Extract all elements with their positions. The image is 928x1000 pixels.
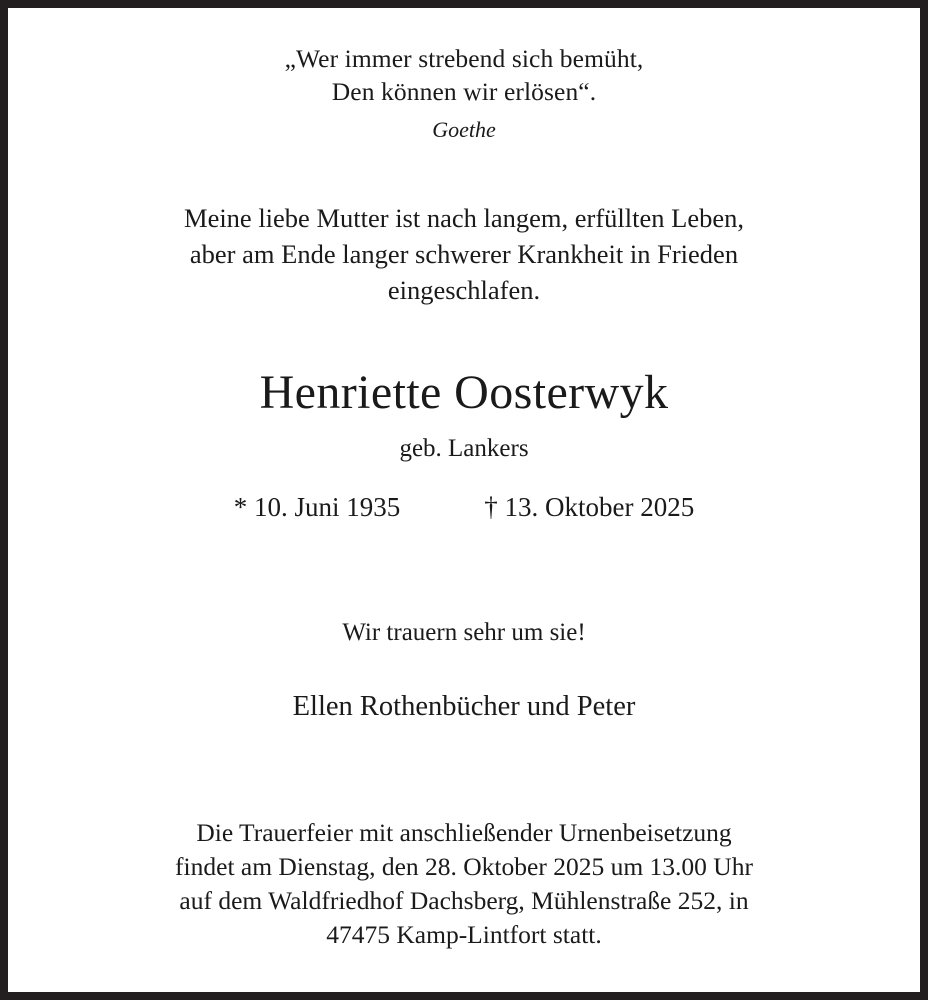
obituary-card: [8, 8, 920, 992]
quote-line-1: „Wer immer strebend sich bemüht,: [284, 44, 644, 73]
mourning-block: [8, 616, 920, 726]
birth-date: * 10. Juni 1935: [233, 492, 401, 522]
quote-line-2: Den können wir erlösen“.: [331, 77, 597, 106]
deceased-maiden-name: geb. Lankers: [399, 435, 529, 462]
intro-line-2: aber am Ende langer schwerer Krankheit in Frieden: [189, 239, 739, 269]
life-dates-row: [8, 490, 920, 524]
intro-line-3: eingeschlafen.: [387, 275, 541, 305]
intro-line-1: Meine liebe Mutter ist nach langem, erfüllten Leben,: [184, 203, 744, 233]
quote-block: [8, 42, 920, 146]
intro-paragraph: [8, 200, 920, 308]
deceased-name: Henriette Oosterwyk: [259, 366, 669, 419]
mourning-statement: Wir trauern sehr um sie!: [342, 619, 586, 646]
service-line-1: Die Trauerfeier mit anschließender Urnenbeisetzung: [196, 818, 732, 847]
service-line-3: auf dem Waldfriedhof Dachsberg, Mühlenstraße 252, in: [179, 886, 749, 915]
death-date: † 13. Oktober 2025: [484, 492, 695, 522]
service-line-4: 47475 Kamp-Lintfort statt.: [326, 920, 602, 949]
deceased-name-block: [8, 364, 920, 466]
survivors-names: Ellen Rothenbücher und Peter: [292, 691, 636, 722]
service-line-2: findet am Dienstag, den 28. Oktober 2025 um 13.00 Uhr: [175, 852, 753, 881]
quote-attribution: Goethe: [432, 117, 496, 142]
funeral-service-details: [8, 816, 920, 952]
